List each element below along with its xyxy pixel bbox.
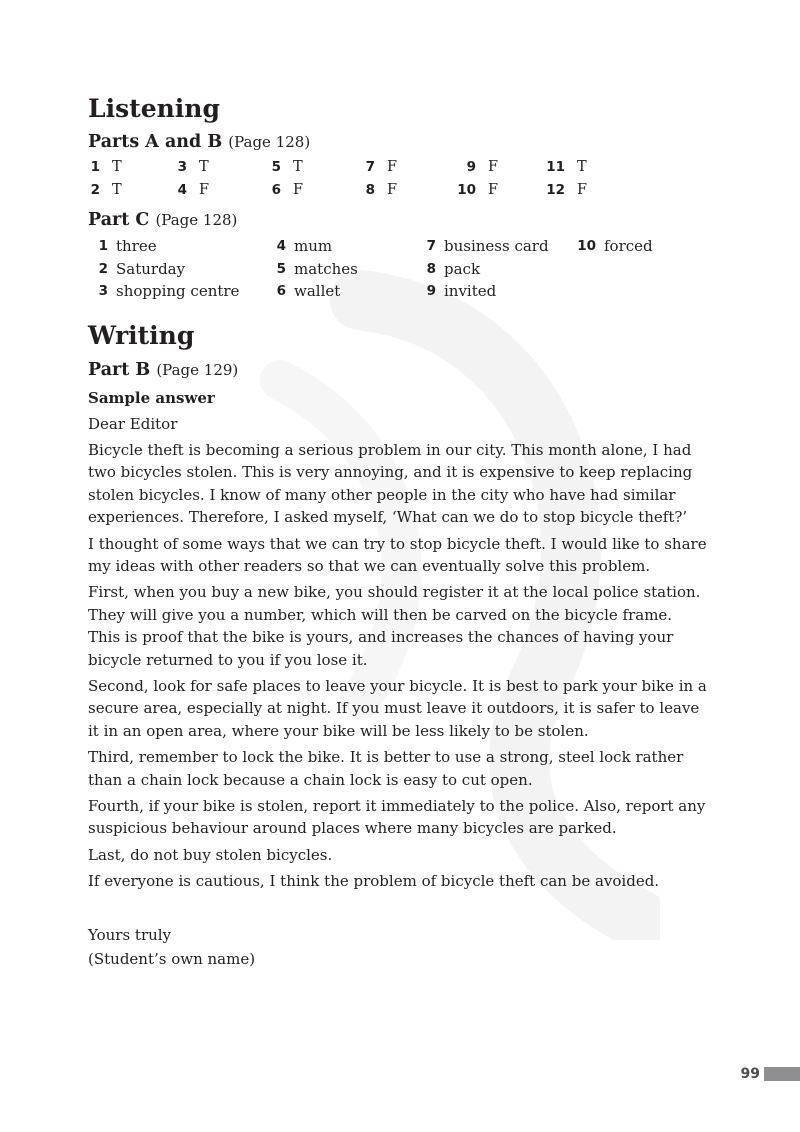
letter-paragraph: Second, look for safe places to leave your bicycle. It is best to park your bike in a secure area, especially at night. If you must leave it outdoors, it is safer to leave it in an open area, where your bike will be less likely to be stolen. [88, 676, 707, 740]
part-b-label: Part B [88, 359, 151, 380]
answer-item [175, 159, 229, 175]
answer-item [416, 235, 576, 258]
part-b-page-ref: (Page 129) [156, 360, 239, 379]
listening-heading: Listening [88, 94, 220, 123]
question-number: 9 [466, 158, 476, 175]
letter-paragraph: I thought of some ways that we can try to stop bicycle theft. I would like to share my ideas with other readers so that we can eventually solve this problem. [88, 534, 707, 575]
answer-item [416, 258, 576, 281]
answer-value: F [488, 181, 499, 198]
question-number: 4 [276, 238, 286, 255]
answer-item [266, 280, 416, 303]
answer-value: matches [294, 259, 358, 278]
question-number: 5 [276, 260, 286, 277]
parts-a-b-answers [88, 155, 708, 201]
question-number: 10 [457, 181, 476, 198]
answer-item [416, 280, 576, 303]
answer-value: F [293, 181, 304, 198]
closing-line: (Student’s own name) [88, 949, 256, 968]
letter-salutation: Dear Editor [88, 414, 178, 433]
answer-value: shopping centre [116, 282, 240, 301]
question-number: 7 [426, 238, 436, 255]
parts-a-b-section [88, 129, 708, 201]
page-content [88, 92, 708, 971]
part-c-section [88, 207, 708, 303]
parts-a-b-page-ref: (Page 128) [228, 133, 311, 151]
part-c-label: Part C [88, 210, 150, 230]
question-number: 12 [546, 181, 565, 198]
answer-item [269, 182, 323, 198]
answer-value: F [199, 181, 210, 198]
question-number: 2 [98, 260, 108, 277]
parts-a-b-label: Parts A and B [88, 132, 223, 152]
answer-value: F [387, 181, 398, 198]
answer-value: T [112, 158, 122, 175]
answer-item [269, 159, 323, 175]
empty-cell [576, 280, 696, 303]
part-c-title [88, 207, 708, 233]
empty-cell [576, 258, 696, 281]
answer-value: T [199, 158, 209, 175]
letter-closing [88, 923, 708, 971]
question-number: 7 [365, 158, 375, 175]
part-c-answers [88, 235, 708, 303]
page-number [741, 1066, 800, 1082]
answer-item [266, 235, 416, 258]
answer-value: F [488, 158, 499, 175]
part-b-title [88, 357, 708, 383]
answer-item [88, 258, 266, 281]
answer-value: business card [444, 237, 549, 256]
answer-item [452, 182, 518, 198]
question-number: 3 [98, 283, 108, 300]
answer-item [363, 182, 417, 198]
answer-value: F [577, 181, 588, 198]
answer-row [88, 178, 708, 201]
part-c-page-ref: (Page 128) [155, 211, 238, 229]
answer-row [88, 155, 708, 178]
answer-value: mum [294, 237, 333, 256]
letter-paragraph: Fourth, if your bike is stolen, report it immediately to the police. Also, report any suspicious behaviour around places where many bicycles are parked. [88, 797, 706, 838]
letter-paragraph: Bicycle theft is becoming a serious problem in our city. This month alone, I had two bicycles stolen. This is very annoying, and it is expensive to keep replacing stolen bicycles. I know of many other people in the city who have had similar experiences. Therefore, I asked myself, ‘What can we do to stop bicycle theft?’ [88, 440, 693, 527]
question-number: 10 [577, 238, 596, 255]
question-number: 4 [177, 181, 187, 198]
page-number-bar [764, 1067, 800, 1081]
answer-item [452, 159, 518, 175]
answer-value: F [387, 158, 398, 175]
answer-item [266, 258, 416, 281]
answer-item [541, 159, 607, 175]
question-number: 8 [365, 181, 375, 198]
answer-item [88, 235, 266, 258]
answer-item [88, 280, 266, 303]
answer-item [88, 159, 142, 175]
closing-line: Yours truly [88, 925, 172, 944]
letter-paragraph: First, when you buy a new bike, you should register it at the local police station. They will give you a number, which will then be carved on the bicycle frame. This is proof that the bike is yours, and increases the chances of having your bicycle returned to you if you lose it. [88, 583, 701, 669]
letter-paragraph: If everyone is cautious, I think the problem of bicycle theft can be avoided. [88, 872, 660, 891]
parts-a-b-title [88, 129, 708, 155]
answer-value: invited [444, 282, 497, 301]
letter-paragraph: Last, do not buy stolen bicycles. [88, 845, 333, 864]
writing-heading: Writing [88, 320, 195, 350]
question-number: 8 [426, 260, 436, 277]
part-b-section [88, 357, 708, 971]
answer-value: wallet [294, 282, 341, 301]
answer-item [363, 159, 417, 175]
answer-value: T [577, 158, 587, 175]
answer-value: pack [444, 259, 481, 278]
question-number: 6 [271, 181, 281, 198]
answer-value: T [112, 181, 122, 198]
question-number: 1 [98, 238, 108, 255]
sample-letter [88, 413, 708, 893]
answer-item [576, 235, 696, 258]
answer-value: three [116, 237, 157, 256]
question-number: 3 [177, 158, 187, 175]
question-number: 5 [271, 158, 281, 175]
question-number: 2 [90, 181, 100, 198]
answer-item [541, 182, 607, 198]
sample-answer-label: Sample answer [88, 388, 215, 407]
answer-item [175, 182, 229, 198]
answer-value: T [293, 158, 303, 175]
answer-value: forced [604, 237, 653, 256]
question-number: 11 [546, 158, 565, 175]
letter-paragraph: Third, remember to lock the bike. It is better to use a strong, steel lock rather than a chain lock because a chain lock is easy to cut open. [88, 748, 684, 789]
question-number: 1 [90, 158, 100, 175]
answer-value: Saturday [116, 259, 186, 278]
answer-item [88, 182, 142, 198]
question-number: 6 [276, 283, 286, 300]
page-number-text: 99 [740, 1066, 760, 1082]
question-number: 9 [426, 283, 436, 300]
